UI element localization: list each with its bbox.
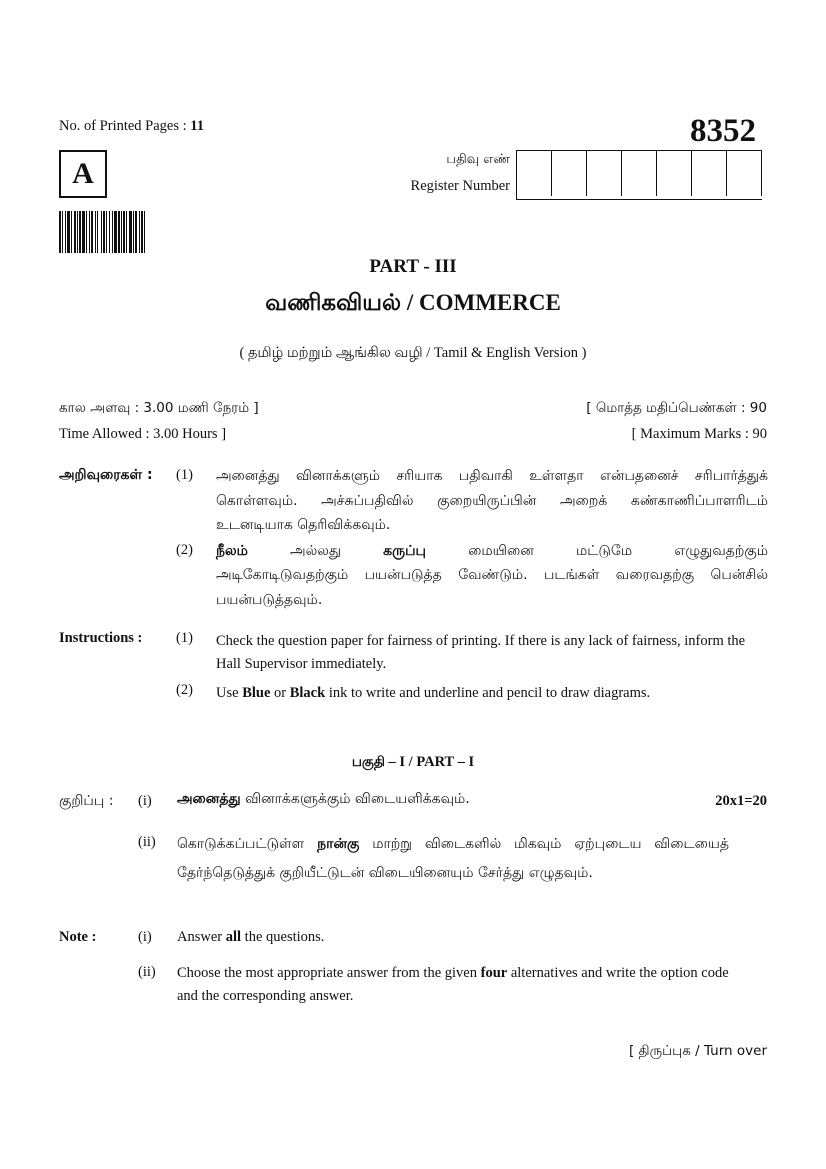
register-digit-box[interactable] <box>657 151 692 196</box>
register-digit-box[interactable] <box>692 151 727 196</box>
version-note: ( தமிழ் மற்றும் ஆங்கில வழி / Tamil & English Version ) <box>239 345 587 361</box>
maximum-marks-tamil: [ மொத்த மதிப்பெண்கள் : 90 <box>586 400 767 416</box>
note-text: Answer all the questions. <box>177 929 325 945</box>
note-text: Choose the most appropriate answer from the given four alternatives and write the option code and the corresponding answer. <box>177 965 729 1004</box>
instruction-text: Use Blue or Black ink to write and underline and pencil to draw diagrams. <box>216 685 651 701</box>
instruction-text: Check the question paper for fairness of printing. If there is any lack of fairness, inform the Hall Supervisor immediately. <box>216 633 746 672</box>
section-heading: பகுதி – I / PART – I <box>351 754 475 770</box>
instruction-text-tamil: அனைத்து வினாக்களும் சரியாக பதிவாகி உள்ளதா என்பதனைச் சரிபார்த்துக் கொள்ளவும். அச்சுப்பதிவில் குறையிருப்பின் அறைக் கண்காணிப்பாளரிடம் உடனடியாக தெரிவிக்கவும். <box>216 468 768 533</box>
note-text-tamil: கொடுக்கப்பட்டுள்ள நான்கு மாற்று விடைகளில் மிகவும் ஏற்புடைய விடையைத் தேர்ந்தெடுத்துக் குறியீட்டுடன் விடையினையும் சேர்த்து எழுதவும். <box>177 836 729 881</box>
note-label: Note : <box>59 929 97 945</box>
instructions-label: Instructions : <box>59 630 143 646</box>
register-number-label-tamil: பதிவு எண் <box>446 152 510 167</box>
time-allowed-tamil: கால அளவு : 3.00 மணி நேரம் ] <box>59 400 259 416</box>
instruction-number: (2) <box>176 542 193 558</box>
note-number: (i) <box>138 929 152 945</box>
instruction-text-tamil-continued: அடிகோடிடுவதற்கும் பயன்படுத்த வேண்டும். படங்கள் வரைவதற்கு பென்சில் பயன்படுத்தவும். <box>216 567 768 608</box>
maximum-marks: [ Maximum Marks : 90 <box>631 426 767 442</box>
register-digit-box[interactable] <box>622 151 657 196</box>
register-digit-box[interactable] <box>517 151 552 196</box>
note-number: (i) <box>138 793 152 809</box>
instruction-text-tamil: நீலம் அல்லது கருப்பு மையினை மட்டுமே எழுதுவதற்கும் <box>216 543 768 559</box>
note-number: (ii) <box>138 834 156 850</box>
register-number-label: Register Number <box>410 178 510 194</box>
register-number-boxes[interactable] <box>516 150 762 200</box>
register-digit-box[interactable] <box>727 151 762 196</box>
subject-title: வணிகவியல் / COMMERCE <box>265 290 561 315</box>
instructions-label-tamil: அறிவுரைகள் : <box>59 467 153 483</box>
printed-pages-count: No. of Printed Pages : 11 <box>59 118 204 134</box>
time-allowed: Time Allowed : 3.00 Hours ] <box>59 426 227 442</box>
barcode-image <box>59 211 205 253</box>
register-digit-box[interactable] <box>552 151 587 196</box>
note-text-tamil: அனைத்து வினாக்களுக்கும் விடையளிக்கவும். <box>177 791 470 807</box>
instruction-number: (2) <box>176 682 193 698</box>
instruction-number: (1) <box>176 467 193 483</box>
marks-allocation: 20x1=20 <box>715 793 767 809</box>
register-digit-box[interactable] <box>587 151 622 196</box>
note-label-tamil: குறிப்பு : <box>59 793 114 809</box>
series-code-box: A <box>59 150 107 198</box>
paper-code: 8352 <box>690 113 756 149</box>
turn-over-note: [ திருப்புக / Turn over <box>628 1043 767 1059</box>
part-title: PART - III <box>369 256 457 277</box>
instruction-number: (1) <box>176 630 193 646</box>
note-number: (ii) <box>138 964 156 980</box>
